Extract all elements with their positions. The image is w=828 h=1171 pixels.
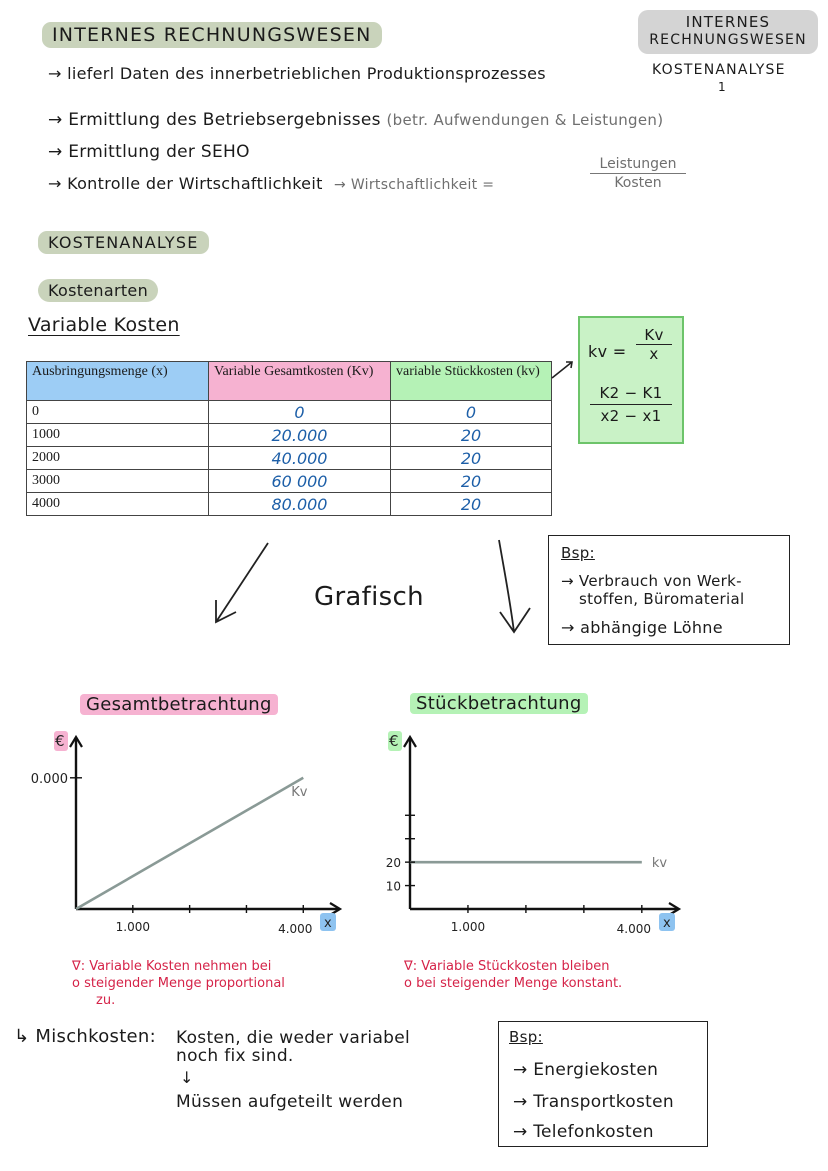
- table-row: 4000 80.000 20: [27, 493, 552, 516]
- mischkosten-label: ↳ Mischkosten:: [14, 1026, 156, 1047]
- list-item: → Telefonkosten: [513, 1122, 654, 1142]
- intro-bullet-1: → lieferl Daten des innerbetrieblichen Produktionsprozesses: [48, 64, 546, 83]
- bsp-box-2: Bsp: → Energiekosten → Transportkosten → Telefonkosten: [498, 1021, 708, 1147]
- header-tab-line2: RECHNUNGSWESEN: [649, 32, 807, 48]
- mischkosten-text-2: noch fix sind.: [176, 1046, 294, 1066]
- mischkosten-text-1: Kosten, die weder variabel: [176, 1028, 411, 1048]
- grafisch-label: Grafisch: [314, 582, 424, 612]
- y-axis-label: €: [55, 732, 65, 750]
- page-number: 1: [718, 80, 726, 94]
- th-menge: Ausbringungsmenge (x): [27, 362, 209, 401]
- y-axis-label: €: [389, 732, 399, 750]
- x-tick-label: 4.000: [278, 922, 313, 936]
- table-row: 1000 20.000 20: [27, 424, 552, 447]
- x-tick-label: 1.000: [450, 920, 486, 934]
- table-row: 0 0 0: [27, 401, 552, 424]
- intro-bullet-4: → Kontrolle der Wirtschaftlichkeit → Wirtschaftlichkeit =: [48, 174, 495, 193]
- x-axis-label: x: [324, 916, 332, 931]
- mischkosten-arrow-icon: ↓: [180, 1068, 194, 1087]
- formula-fraction-1: Kv x: [636, 326, 672, 363]
- intro-bullet-3: → Ermittlung der SEHO: [48, 142, 250, 162]
- header-tab-line1: INTERNES: [685, 13, 771, 31]
- list-item: → Energiekosten: [513, 1060, 659, 1080]
- table-row: 2000 40.000 20: [27, 447, 552, 470]
- intro-bullet-2: → Ermittlung des Betriebsergebnisses (betr. Aufwendungen & Leistungen): [48, 110, 664, 130]
- x-tick-label: 4.000: [616, 922, 651, 936]
- chart-title-stueck: Stückbetrachtung: [410, 693, 588, 714]
- page-title: INTERNES RECHNUNGSWESEN: [42, 24, 382, 46]
- mischkosten-text-3: Müssen aufgeteilt werden: [176, 1092, 404, 1112]
- table-row: 3000 60 000 20: [27, 470, 552, 493]
- list-item: → Transportkosten: [513, 1092, 674, 1112]
- note-right: ∇: Variable Stückkosten bleiben o bei steigender Menge konstant.: [404, 959, 623, 991]
- formula-lhs: kv =: [588, 342, 627, 361]
- x-axis-label: x: [663, 916, 671, 931]
- wirtschaftlichkeit-fraction: Leistungen Kosten: [586, 156, 690, 191]
- y-tick-label: 0.000: [30, 771, 68, 787]
- series-label: Kv: [291, 784, 308, 800]
- y-tick-label: 10: [385, 879, 401, 894]
- header-subtitle: KOSTENANALYSE: [652, 62, 786, 78]
- bsp-box-1: Bsp: → Verbrauch von Werk- stoffen, Büromaterial → abhängige Löhne: [548, 535, 790, 645]
- kostenarten-heading: Kostenarten: [38, 281, 158, 300]
- series-label: kv: [651, 856, 668, 872]
- series-line-Kv: [76, 778, 303, 909]
- note-left: ∇: Variable Kosten nehmen bei o steigender Menge proportional zu.: [72, 959, 285, 1008]
- x-tick-label: 1.000: [115, 920, 150, 934]
- formula-fraction-2: K2 − K1 x2 − x1: [590, 384, 672, 425]
- th-gesamtkosten: Variable Gesamtkosten (Kv): [209, 362, 391, 401]
- th-stueckkosten: variable Stückkosten (kv): [391, 362, 552, 401]
- variable-kosten-heading: Variable Kosten: [28, 314, 180, 336]
- chart-title-gesamt: Gesamtbetrachtung: [80, 694, 278, 715]
- y-tick-label: 20: [385, 856, 401, 871]
- section-title: KOSTENANALYSE: [38, 233, 209, 252]
